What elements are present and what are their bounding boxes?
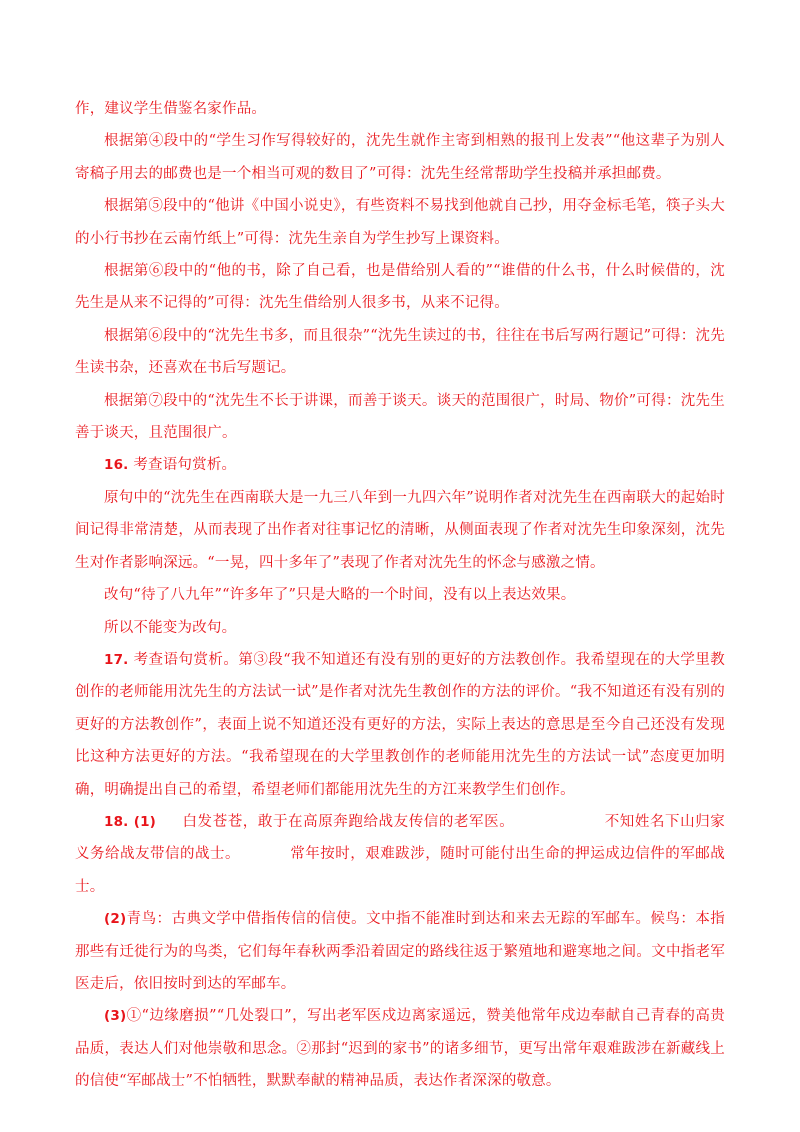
question-18-part-2 [75,903,725,1000]
paragraph: 根据第⑦段中的“沈先生不长于讲课，而善于谈天。谈天的范围很广，时局、物价”可得：沈先生善于谈天，且范围很广。 [75,392,725,442]
question-title: 考查语句赏析。 [133,457,237,474]
question-16-heading [75,449,725,481]
answer-text: ①“边缘磨损”“几处裂口”，写出老军医戍边离家遥远，赞美他常年戍边奉献自己青春的高贵品质，表达人们对他崇敬和思念。②那封“迟到的家书”的诸多细节，更写出常年艰难跋涉在新藏线上的信使“军邮战士”不怕牺牲，默默奉献的精神品质，表达作者深深的敬意。 [75,1008,725,1090]
paragraph: 作，建议学生借鉴名家作品。 [75,101,267,117]
question-number: 16. [104,457,129,474]
sub-question-number: (2) [104,911,127,928]
answer-text: 常年按时，艰难跋涉，随时可能付出生命的押运成边信件的军邮战士。 [75,846,725,895]
question-18-part-1 [75,806,725,903]
answer-text: 不知姓名下山归家义务给战友带信的战士。 [75,813,725,863]
answer-text: 青鸟：古典文学中借指传信的信使。文中指不能准时到达和来去无踪的军邮车。候鸟：本指那些有迁徙行为的鸟类，它们每年春秋两季沿着固定的路线往返于繁殖地和避寒地之间。文中指老军医走后，依旧按时到达的军邮车。 [75,911,725,992]
answer-text: 考查语句赏析。第③段“我不知道还有没有别的更好的方法教创作。我希望现在的大学里教创作的老师能用沈先生的方法试一试”是作者对沈先生教创作的方法的评价。“我不知道还有没有别的更好的方法教创作”，表面上说不知道还没有更好的方法，实际上表达的意思是至今自己还没有发现比这种方法更好的方法。“我希望现在的大学里教创作的老师能用沈先生的方法试一试”态度更加明确，明确提出自己的希望，希望老师们都能用沈先生的方江来教学生们创作。 [75,651,725,798]
paragraph: 原句中的“沈先生在西南联大是一九三八年到一九四六年”说明作者对沈先生在西南联大的起始时间记得非常清楚，从而表现了出作者对往事记忆的清晰，从侧面表现了作者对沈先生印象深刻，沈先生对作者影响深远。“一晃，四十多年了”表现了作者对沈先生的怀念与感激之情。 [75,489,725,571]
question-number: 17. [104,651,129,668]
question-18-part-3 [75,1000,725,1097]
paragraph: 根据第⑥段中的“沈先生书多，而且很杂”“沈先生读过的书，往往在书后写两行题记”可得：沈先生读书杂，还喜欢在书后写题记。 [75,327,725,377]
sub-question-number: (1) [133,813,157,830]
answer-text: 白发苍苍，敢于在高原奔跑给战友传信的老军医。 [182,813,515,830]
sub-question-number: (3) [104,1008,127,1025]
paragraph: 根据第④段中的“学生习作写得较好的，沈先生就作主寄到相熟的报刊上发表”“他这辈子为别人寄稿子用去的邮费也是一个相当可观的数目了”可得：沈先生经常帮助学生投稿并承担邮费。 [75,133,725,182]
paragraph: 所以不能变为改句。 [104,619,237,636]
paragraph: 根据第⑥段中的“他的书，除了自己看，也是借给别人看的”“谁借的什么书，什么时候借的，沈先生是从来不记得的”可得：沈先生借给别人很多书，从来不记得。 [75,263,725,312]
paragraph: 根据第⑤段中的“他讲《中国小说史》，有些资料不易找到他就自己抄，用夺金标毛笔，筷子头大的小行书抄在云南竹纸上”可得：沈先生亲自为学生抄写上课资料。 [75,198,725,247]
question-number: 18. [104,813,129,830]
answer-text-block [75,93,725,1098]
question-17-answer [75,644,725,806]
paragraph: 改句“待了八九年”“许多年了”只是大略的一个时间，没有以上表达效果。 [104,587,576,604]
